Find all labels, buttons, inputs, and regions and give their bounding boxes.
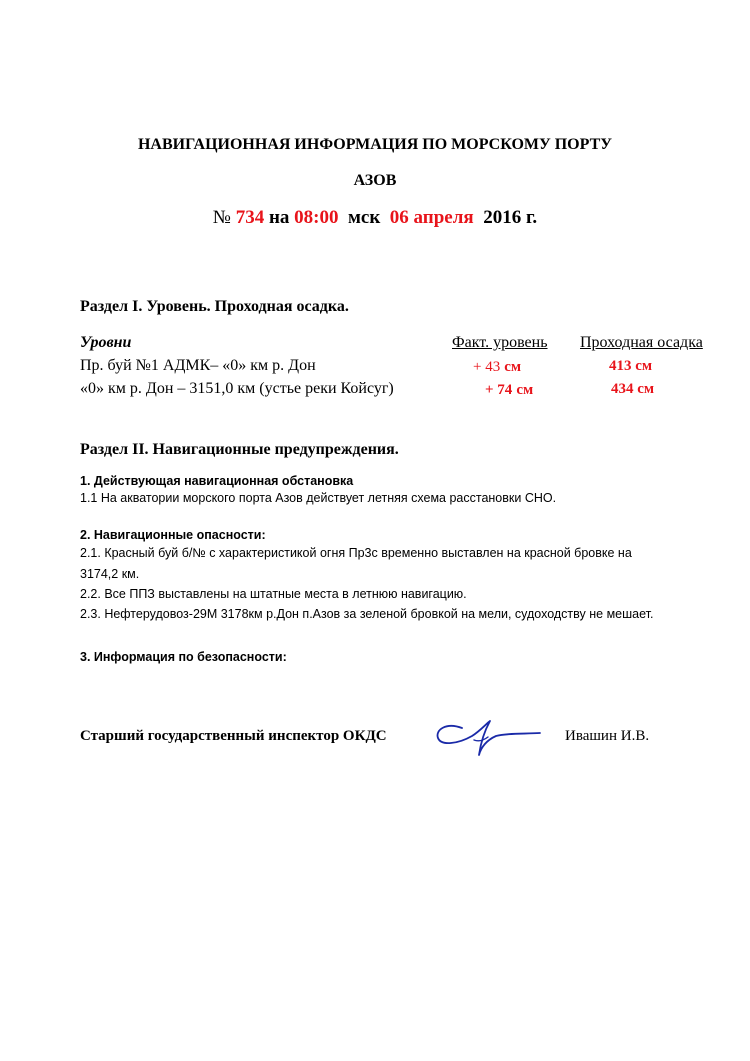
subsection2-item: 3174,2 км. <box>80 567 140 581</box>
row-draft: 434 см <box>611 381 655 397</box>
fact-level-value: + 43 <box>473 359 501 375</box>
row-draft: 413 см <box>609 358 653 374</box>
subsection2-item: 2.3. Нефтерудовоз-29М 3178км р.Дон п.Азов за зеленой бровкой на мели, судоходству не мешает. <box>80 607 654 621</box>
fact-level-value: + 74 <box>485 382 513 398</box>
issue-number: 734 <box>235 207 265 228</box>
signatory-position: Старший государственный инспектор ОКДС <box>80 728 387 744</box>
section1-heading: Раздел I. Уровень. Проходная осадка. <box>80 298 349 315</box>
subsection2-item: 2.2. Все ППЗ выставлены на штатные места в летнюю навигацию. <box>80 587 467 601</box>
col-fact-level-header: Факт. уровень <box>452 334 548 351</box>
port-name: АЗОВ <box>353 172 397 189</box>
col-draft-header: Проходная осадка <box>580 334 703 351</box>
issue-number-sign: № <box>212 207 231 228</box>
signatory-name: Ивашин И.В. <box>565 728 650 744</box>
subsection1-title: 1. Действующая навигационная обстановка <box>80 474 354 488</box>
row-location: Пр. буй №1 АДМК– «0» км р. Дон <box>80 357 316 374</box>
subsection3-title: 3. Информация по безопасности: <box>80 650 287 664</box>
row-fact-level <box>473 358 521 376</box>
fact-level-unit: см <box>516 382 534 398</box>
fact-level-unit: см <box>504 359 522 375</box>
document-title: НАВИГАЦИОННАЯ ИНФОРМАЦИЯ ПО МОРСКОМУ ПОРТУ <box>137 136 612 153</box>
issue-line <box>0 207 750 229</box>
subsection1-item: 1.1 На акватории морского порта Азов действует летняя схема расстановки СНО. <box>80 491 557 505</box>
handwritten-signature <box>432 716 547 760</box>
subsection2-title: 2. Навигационные опасности: <box>80 528 266 542</box>
issue-year: 2016 г. <box>483 207 538 228</box>
section2-heading: Раздел II. Навигационные предупреждения. <box>80 441 399 458</box>
row-fact-level <box>485 381 533 399</box>
issue-timezone: мск <box>347 207 381 228</box>
issue-date: 06 апреля <box>389 207 474 228</box>
row-location: «0» км р. Дон – 3151,0 км (устье реки Койсуг) <box>80 380 394 397</box>
issue-na: на <box>268 207 290 228</box>
col-levels-header: Уровни <box>80 334 132 351</box>
issue-time: 08:00 <box>294 207 339 228</box>
subsection2-item: 2.1. Красный буй б/№ с характеристикой огня Пр3с временно выставлен на красной бровке на <box>80 546 632 560</box>
